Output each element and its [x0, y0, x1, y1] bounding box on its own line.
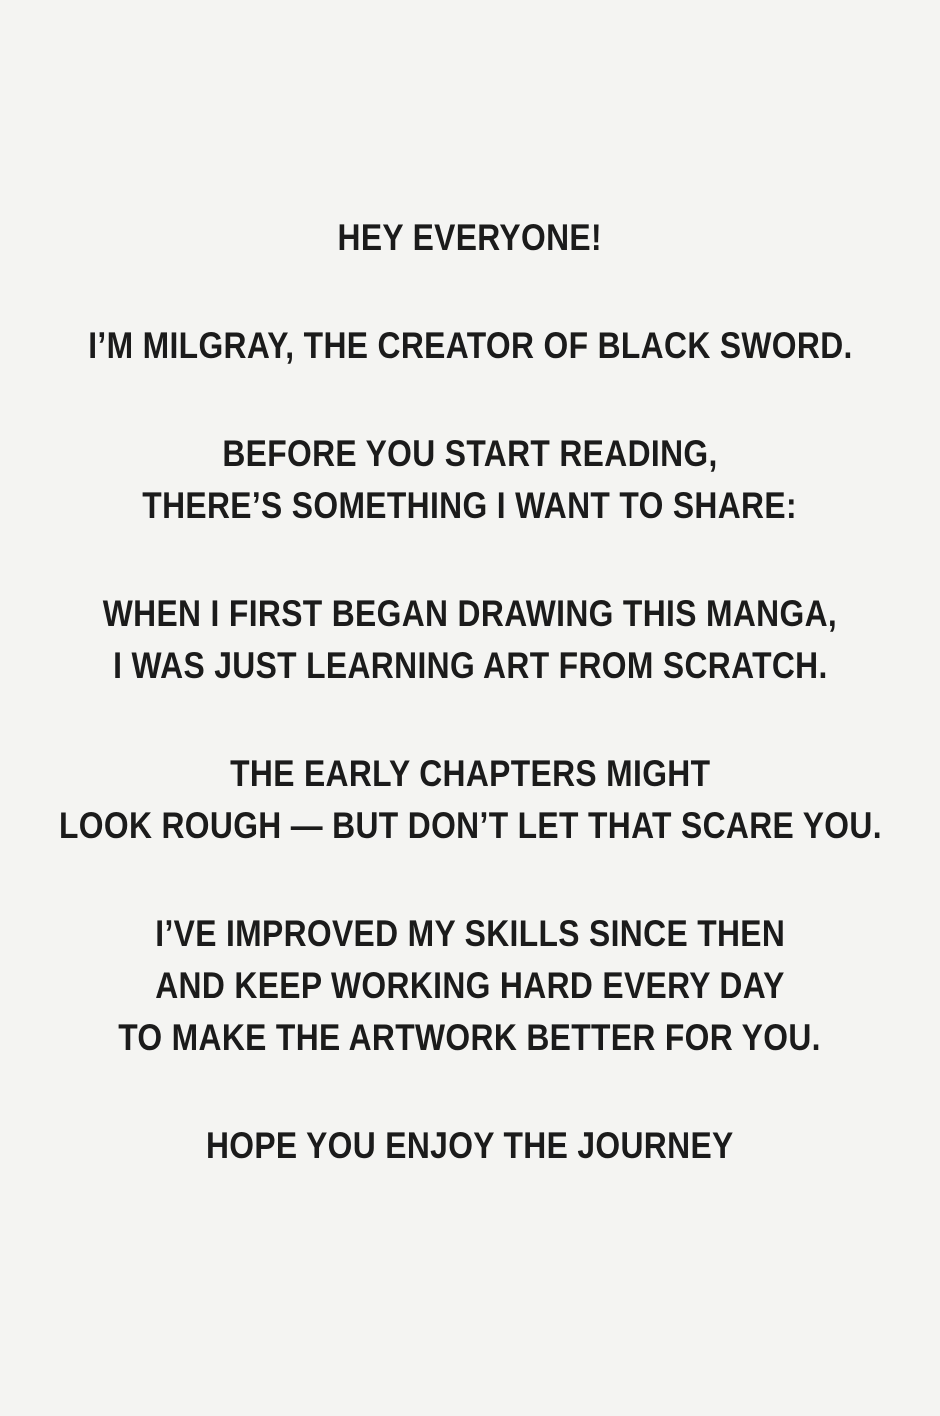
paragraph-introduction	[0, 320, 940, 372]
message-line: BEFORE YOU START READING,	[222, 433, 718, 474]
paragraph-before-reading	[0, 428, 940, 532]
message-line: HOPE YOU ENJOY THE JOURNEY	[206, 1125, 734, 1166]
paragraph-closing	[0, 1120, 940, 1172]
message-line: THERE’S SOMETHING I WANT TO SHARE:	[142, 485, 798, 526]
message-line: HEY EVERYONE!	[337, 217, 603, 258]
message-line: AND KEEP WORKING HARD EVERY DAY	[155, 965, 785, 1006]
paragraph-early-chapters	[0, 748, 940, 852]
message-line: THE EARLY CHAPTERS MIGHT	[229, 753, 711, 794]
message-line: TO MAKE THE ARTWORK BETTER FOR YOU.	[118, 1017, 822, 1058]
author-message	[0, 212, 940, 1172]
message-line: I’VE IMPROVED MY SKILLS SINCE THEN	[155, 913, 785, 954]
message-line: LOOK ROUGH — BUT DON’T LET THAT SCARE YOU.	[58, 805, 882, 846]
paragraph-backstory	[0, 588, 940, 692]
paragraph-improvement	[0, 908, 940, 1064]
message-line: I WAS JUST LEARNING ART FROM SCRATCH.	[112, 645, 828, 686]
message-line: WHEN I FIRST BEGAN DRAWING THIS MANGA,	[102, 593, 838, 634]
paragraph-greeting	[0, 212, 940, 264]
message-line: I’M MILGRAY, THE CREATOR OF BLACK SWORD.	[87, 325, 853, 366]
